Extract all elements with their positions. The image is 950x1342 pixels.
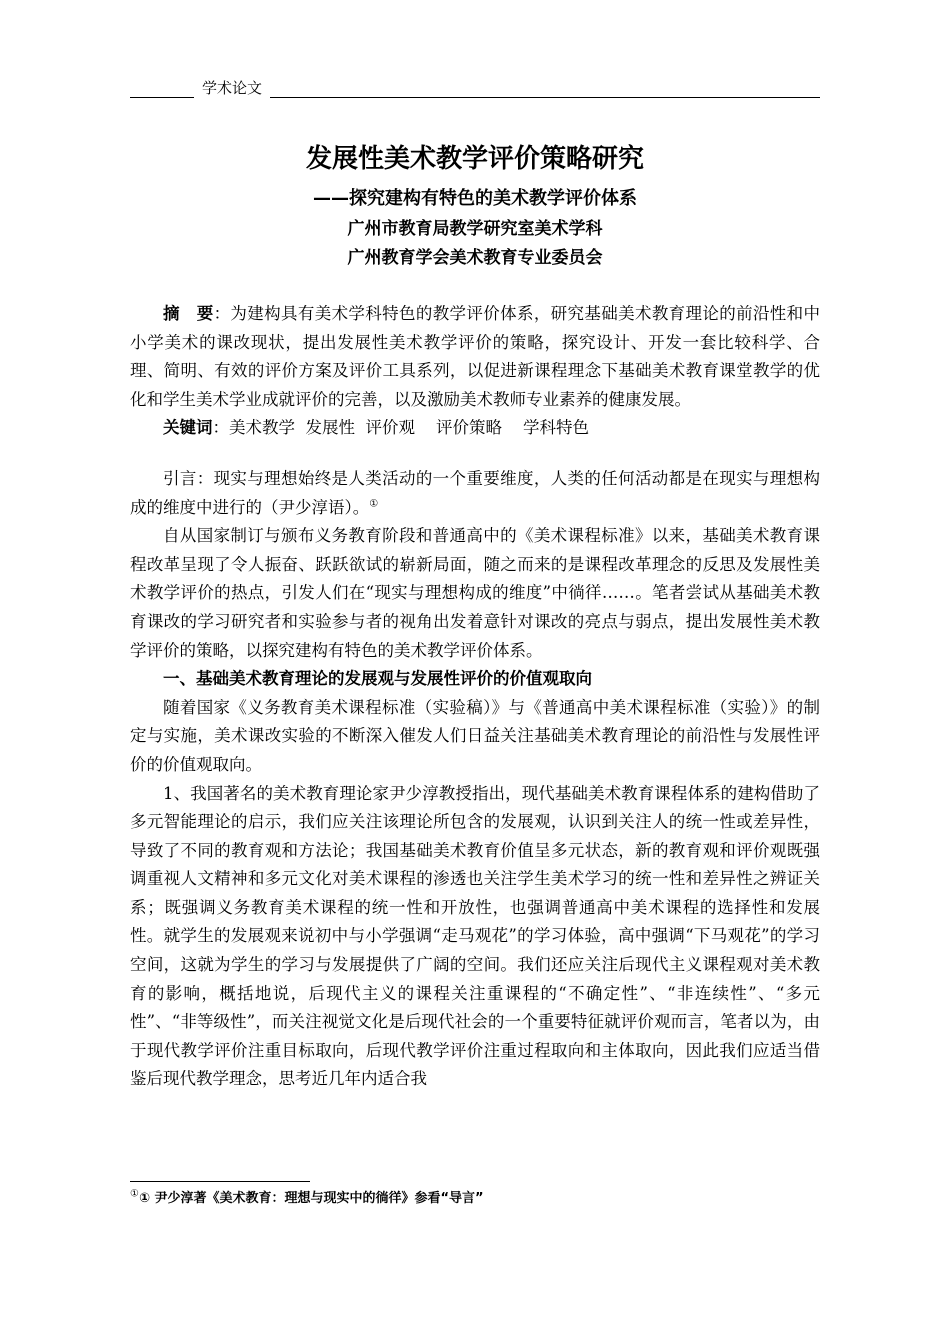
paragraph-4: 1、我国著名的美术教育理论家尹少淳教授指出，现代基础美术教育课程体系的建构借助了多元智能理论的启示，我们应关注该理论所包含的发展观，认识到关注人的统一性或差异性，导致了不同的教育观和方法论；我国基础美术教育价值呈多元状态，新的教育观和评价观既强调重视人文精神和多元文化对美术课程的渗透也关注学生美术学习的统一性和差异性之辨证关系；既强调义务教育美术课程的统一性和开放性，也强调普通高中美术课程的选择性和发展性。就学生的发展观来说初中与小学强调“走马观花”的学习体验，高中强调“下马观花”的学习空间，这就为学生的学习与发展提供了广阔的空间。我们还应关注后现代主义课程观对美术教育的影响，概括地说，后现代主义的课程关注重课程的“不确定性”、“非连续性”、“多元性”、“非等级性”，而关注视觉文化是后现代社会的一个重要特征就评价观而言，笔者以为，由于现代教学评价注重目标取向，后现代教学评价注重过程取向和主体取向，因此我们应适当借鉴后现代教学理念，思考近几年内适合我 bbox=[130, 783, 820, 1089]
keywords-text: ：美术教学 发展性 评价观 评价策略 学科特色 bbox=[212, 418, 589, 438]
paragraph-3: 随着国家《义务教育美术课程标准（实验稿）》与《普通高中美术课程标准（实验）》的制定与实施，美术课改实验的不断深入催发人们日益关注基础美术教育理论的前沿性与发展性评价的价值观取向。 bbox=[130, 697, 820, 774]
footnote-rule bbox=[130, 1181, 310, 1182]
intro-text: 引言：现实与理想始终是人类活动的一个重要维度，人类的任何活动都是在现实与理想构成的维度中进行的（尹少淳语）。 bbox=[130, 468, 820, 517]
keywords bbox=[130, 414, 820, 443]
intro-paragraph bbox=[130, 465, 820, 522]
footnote-ref: ① bbox=[369, 498, 379, 510]
section-1-heading: 一、基础美术教育理论的发展观与发展性评价的价值观取向 bbox=[163, 669, 592, 689]
footnote-text: ① 尹少淳著《美术教育：理想与现实中的徜徉》参看“导言” bbox=[138, 1191, 484, 1206]
abstract-text: ：为建构具有美术学科特色的教学评价体系，研究基础美术教育理论的前沿性和中小学美术的课改现状，提出发展性美术教学评价的策略，探究设计、开发一套比较科学、合理、简明、有效的评价方案及评价工具系列，以促进新课程理念下基础美术教育课堂教学的优化和学生美术学业成就评价的完善，以及激励美术教师专业素养的健康发展。 bbox=[130, 304, 821, 409]
running-header bbox=[130, 78, 820, 100]
header-rule-right bbox=[270, 97, 820, 98]
affiliation-2: 广州教育学会美术教育专业委员会 bbox=[347, 248, 603, 268]
paper-subtitle: ——探究建构有特色的美术教学评价体系 bbox=[313, 188, 637, 209]
keywords-label: 关键词 bbox=[163, 418, 213, 438]
abstract-label: 摘 要 bbox=[163, 304, 214, 323]
header-rule-left bbox=[130, 97, 194, 98]
affiliation-1: 广州市教育局教学研究室美术学科 bbox=[347, 219, 603, 239]
spacer bbox=[130, 443, 820, 465]
abstract bbox=[130, 300, 820, 414]
footnote bbox=[130, 1189, 820, 1209]
paragraph-2: 自从国家制订与颁布义务教育阶段和普通高中的《美术课程标准》以来，基础美术教育课程改革呈现了令人振奋、跃跃欲试的崭新局面，随之而来的是课程改革理念的反思及发展性美术教学评价的热点，引发人们在“现实与理想构成的维度”中徜徉……。笔者尝试从基础美术教育课改的学习研究者和实验参与者的视角出发着意针对课改的亮点与弱点，提出发展性美术教学评价的策略，以探究建构有特色的美术教学评价体系。 bbox=[130, 526, 820, 660]
paper-title: 发展性美术教学评价策略研究 bbox=[305, 144, 644, 174]
paper-body bbox=[130, 300, 820, 1094]
header-label: 学术论文 bbox=[202, 79, 263, 97]
footnote-mark: ① bbox=[130, 1188, 139, 1200]
